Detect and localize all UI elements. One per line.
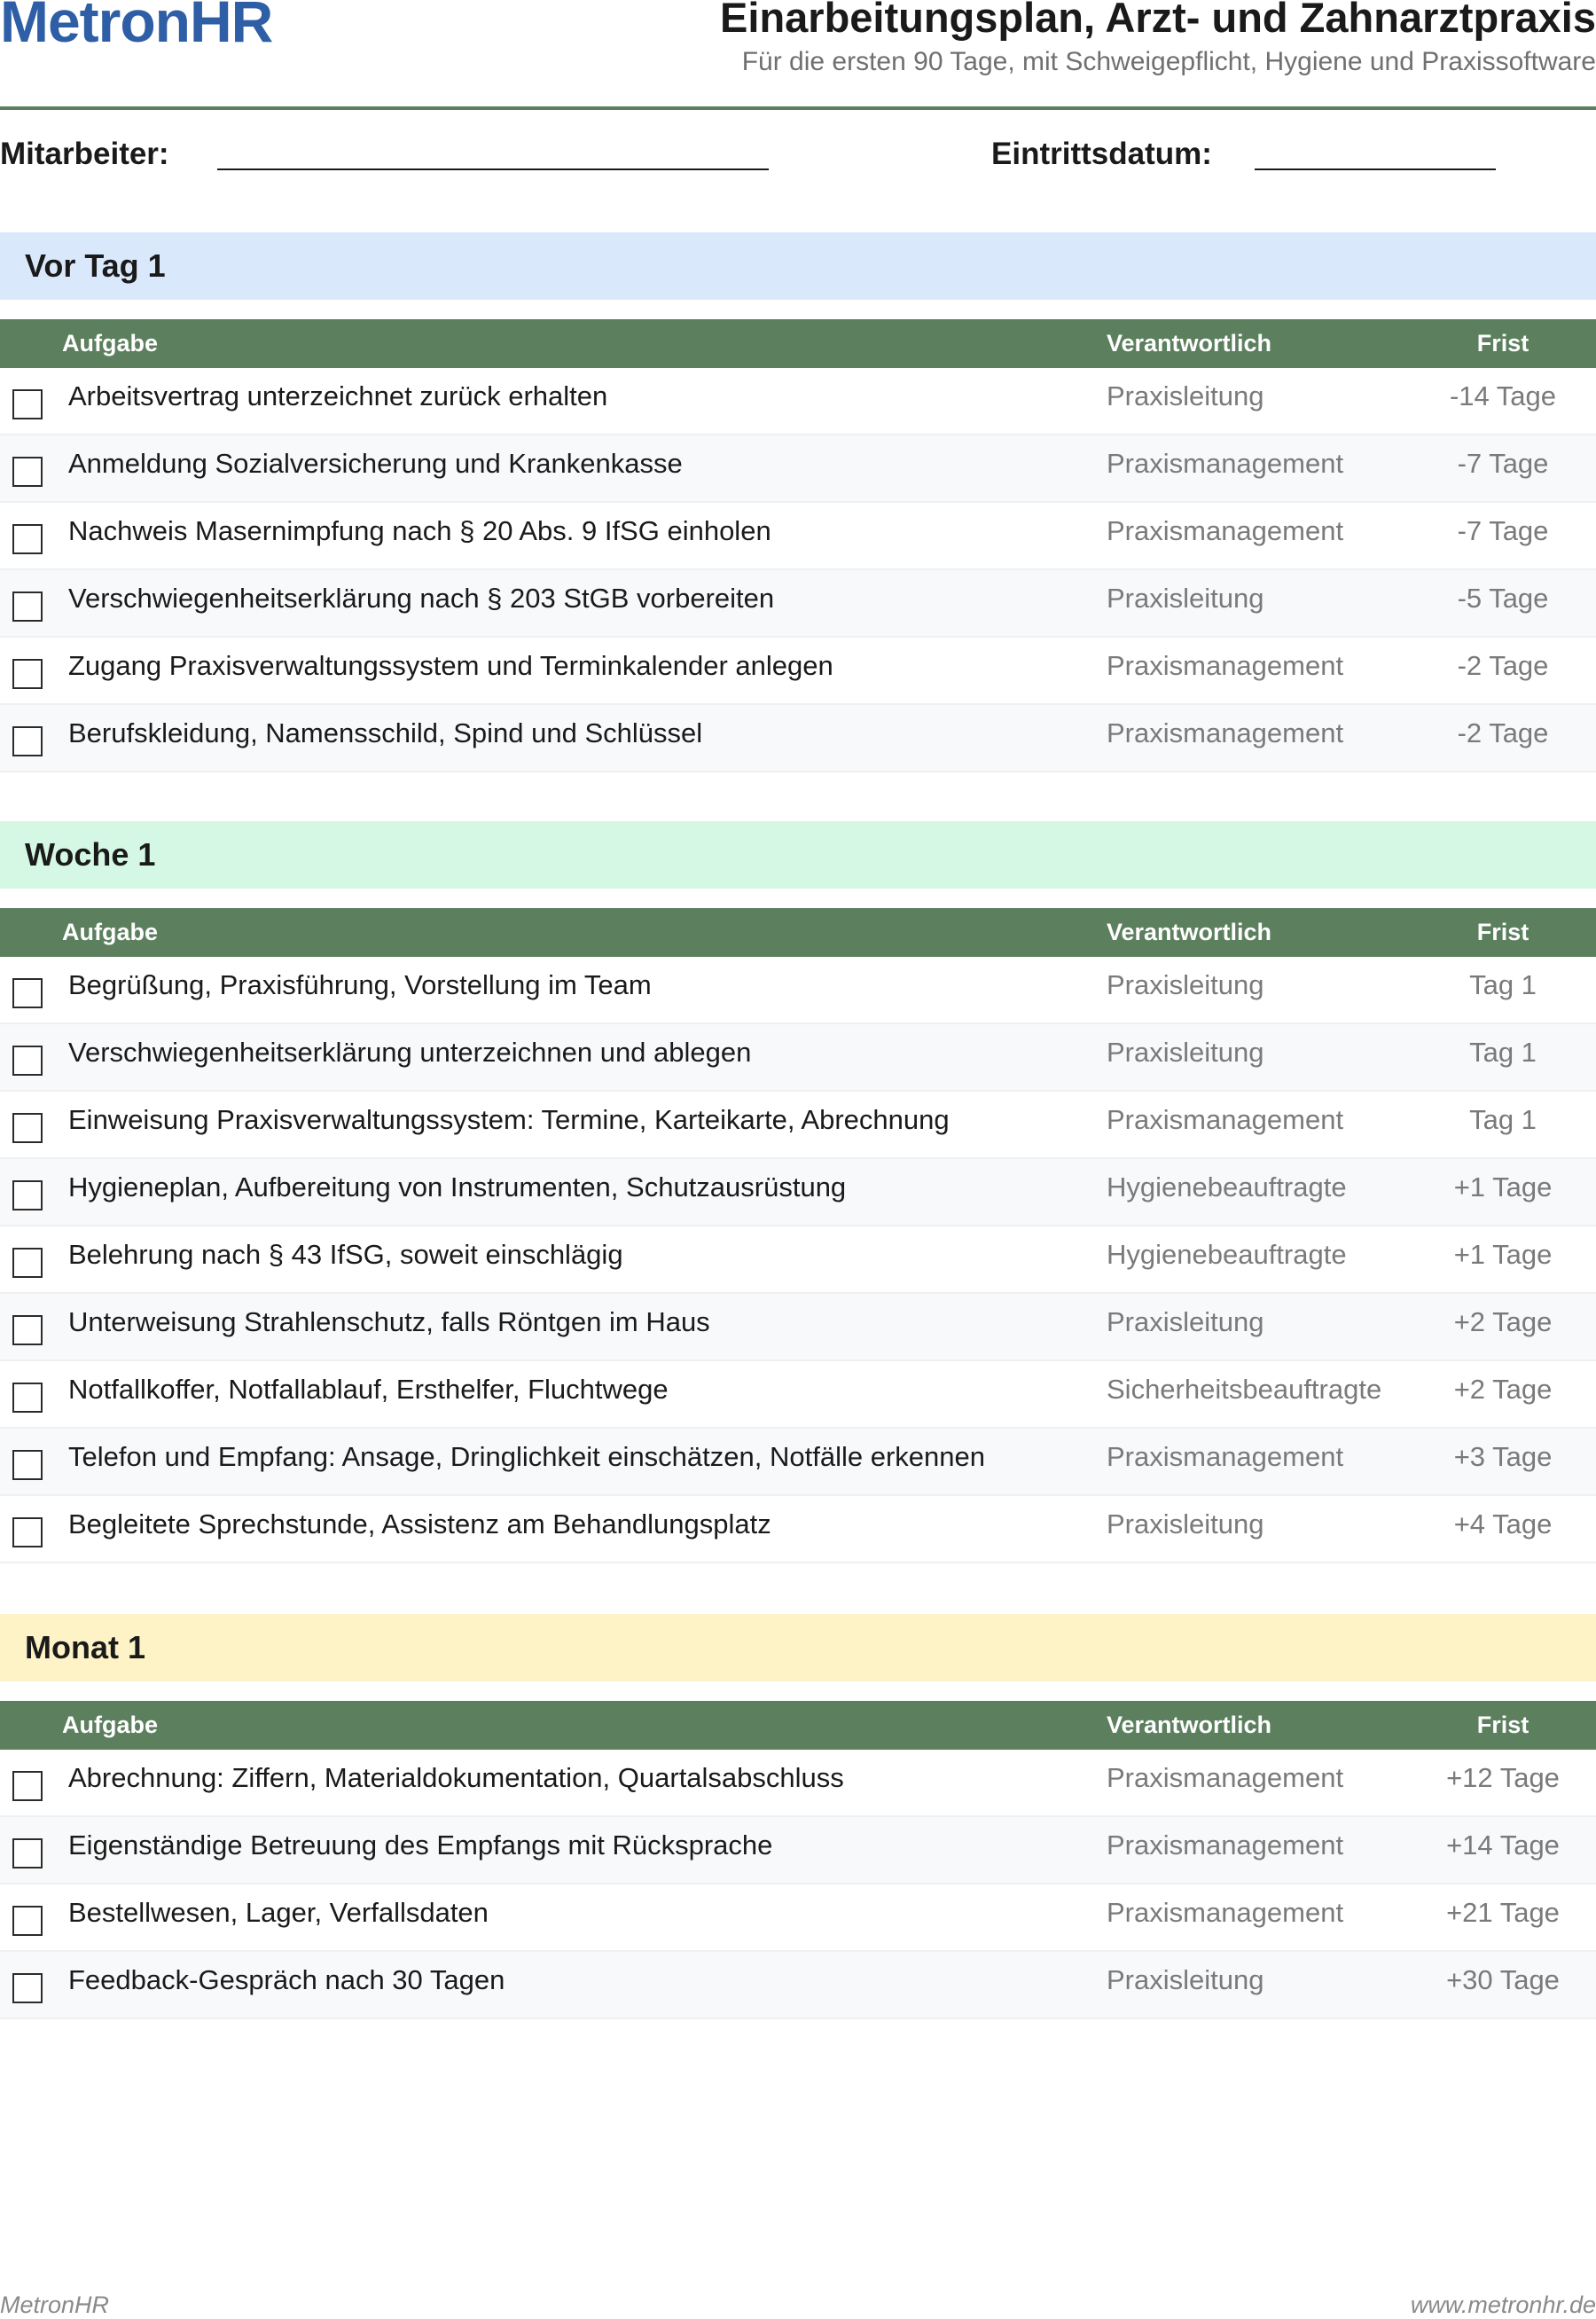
task-owner: Praxismanagement: [1107, 1104, 1344, 1135]
task-text: Berufskleidung, Namensschild, Spind und Schlüssel: [68, 717, 703, 748]
section-title: Vor Tag 1: [25, 247, 166, 284]
page-subtitle: Für die ersten 90 Tage, mit Schweigepflicht, Hygiene und Praxissoftware: [741, 47, 1596, 76]
task-text: Hygieneplan, Aufbereitung von Instrumenten, Schutzausrüstung: [68, 1171, 847, 1203]
task-owner: Praxisleitung: [1107, 1037, 1264, 1068]
employee-field[interactable]: [217, 168, 769, 170]
task-text: Notfallkoffer, Notfallablauf, Ersthelfer, Fluchtwege: [68, 1374, 669, 1405]
task-owner: Hygienebeauftragte: [1107, 1171, 1347, 1203]
task-checkbox[interactable]: [12, 1450, 43, 1480]
column-header-due: Frist: [1476, 1712, 1530, 1738]
table-row: [0, 435, 1596, 503]
task-owner: Praxismanagement: [1107, 515, 1344, 546]
task-due: +1 Tage: [1453, 1239, 1553, 1270]
task-due: -14 Tage: [1449, 380, 1557, 411]
task-owner: Hygienebeauftragte: [1107, 1239, 1347, 1270]
footer: [0, 2292, 1596, 2316]
logo: MetronHR: [0, 0, 273, 54]
task-checkbox[interactable]: [12, 1383, 43, 1413]
table-header: [0, 1701, 1596, 1750]
task-owner: Praxisleitung: [1107, 1306, 1264, 1337]
task-text: Zugang Praxisverwaltungssystem und Terminkalender anlegen: [68, 650, 833, 681]
column-header-due: Frist: [1476, 919, 1530, 945]
task-due: -7 Tage: [1457, 515, 1549, 546]
column-header-task: Aufgabe: [62, 330, 158, 356]
task-checkbox[interactable]: [12, 524, 43, 554]
form-fields: [0, 129, 1596, 179]
task-owner: Praxisleitung: [1107, 1964, 1264, 1995]
column-header-task: Aufgabe: [62, 1712, 158, 1738]
table-row: [0, 503, 1596, 570]
task-due: +2 Tage: [1453, 1374, 1553, 1405]
task-text: Belehrung nach § 43 IfSG, soweit einschlägig: [68, 1239, 623, 1270]
task-owner: Praxismanagement: [1107, 1829, 1344, 1861]
task-checkbox[interactable]: [12, 1973, 43, 2003]
table-row: [0, 1429, 1596, 1496]
table-row: [0, 1496, 1596, 1563]
column-header-owner: Verantwortlich: [1107, 330, 1272, 356]
column-header-owner: Verantwortlich: [1107, 919, 1272, 945]
task-due: +1 Tage: [1453, 1171, 1553, 1203]
task-due: -2 Tage: [1457, 717, 1549, 748]
task-checkbox[interactable]: [12, 1180, 43, 1210]
task-text: Anmeldung Sozialversicherung und Krankenkasse: [68, 448, 683, 479]
task-due: +4 Tage: [1453, 1508, 1553, 1539]
table-row: [0, 1159, 1596, 1226]
task-text: Unterweisung Strahlenschutz, falls Röntgen im Haus: [68, 1306, 710, 1337]
task-owner: Praxisleitung: [1107, 969, 1264, 1000]
task-checkbox[interactable]: [12, 592, 43, 622]
table-header: [0, 319, 1596, 368]
task-text: Abrechnung: Ziffern, Materialdokumentation, Quartalsabschluss: [68, 1762, 844, 1793]
section-3: [0, 1614, 1596, 2019]
task-text: Verschwiegenheitserklärung unterzeichnen und ablegen: [68, 1037, 752, 1068]
task-text: Einweisung Praxisverwaltungssystem: Termine, Karteikarte, Abrechnung: [68, 1104, 950, 1135]
task-owner: Sicherheitsbeauftragte: [1107, 1374, 1382, 1405]
task-text: Arbeitsvertrag unterzeichnet zurück erhalten: [68, 380, 608, 411]
task-due: +14 Tage: [1446, 1829, 1560, 1861]
table-row: [0, 638, 1596, 705]
header-divider: [0, 106, 1596, 110]
task-due: -5 Tage: [1457, 583, 1549, 614]
table-row: [0, 1750, 1596, 1817]
table-row: [0, 1952, 1596, 2019]
table-header: [0, 908, 1596, 957]
task-owner: Praxismanagement: [1107, 448, 1344, 479]
table-row: [0, 1024, 1596, 1092]
task-checkbox[interactable]: [12, 1517, 43, 1547]
task-due: Tag 1: [1469, 1037, 1537, 1068]
task-due: +3 Tage: [1453, 1441, 1553, 1472]
employee-label: Mitarbeiter:: [0, 137, 169, 171]
table-row: [0, 1226, 1596, 1294]
task-checkbox[interactable]: [12, 1906, 43, 1936]
section-2: [0, 821, 1596, 1563]
task-text: Verschwiegenheitserklärung nach § 203 StGB vorbereiten: [68, 583, 775, 614]
task-owner: Praxismanagement: [1107, 1897, 1344, 1928]
task-due: +12 Tage: [1446, 1762, 1560, 1793]
start-date-field[interactable]: [1255, 168, 1496, 170]
task-owner: Praxismanagement: [1107, 1762, 1344, 1793]
task-checkbox[interactable]: [12, 726, 43, 756]
column-header-due: Frist: [1476, 330, 1530, 356]
task-text: Eigenständige Betreuung des Empfangs mit Rücksprache: [68, 1829, 773, 1861]
page-title: Einarbeitungsplan, Arzt- und Zahnarztpraxis: [720, 0, 1596, 41]
table-row: [0, 1361, 1596, 1429]
table-row: [0, 1817, 1596, 1884]
task-text: Begleitete Sprechstunde, Assistenz am Behandlungsplatz: [68, 1508, 771, 1539]
task-checkbox[interactable]: [12, 1046, 43, 1076]
table-row: [0, 368, 1596, 435]
task-checkbox[interactable]: [12, 1113, 43, 1143]
table-row: [0, 705, 1596, 772]
table-row: [0, 957, 1596, 1024]
start-date-label: Eintrittsdatum:: [991, 137, 1212, 171]
column-header-owner: Verantwortlich: [1107, 1712, 1272, 1738]
task-checkbox[interactable]: [12, 1315, 43, 1345]
section-1: [0, 232, 1596, 772]
task-due: +21 Tage: [1446, 1897, 1560, 1928]
table-row: [0, 1092, 1596, 1159]
task-owner: Praxisleitung: [1107, 380, 1264, 411]
task-owner: Praxismanagement: [1107, 1441, 1344, 1472]
section-title: Woche 1: [25, 836, 156, 873]
section-title: Monat 1: [25, 1629, 146, 1665]
task-checkbox[interactable]: [12, 457, 43, 487]
task-checkbox[interactable]: [12, 389, 43, 419]
section-header: [0, 821, 1596, 889]
task-due: +2 Tage: [1453, 1306, 1553, 1337]
column-header-task: Aufgabe: [62, 919, 158, 945]
section-header: [0, 232, 1596, 300]
task-text: Bestellwesen, Lager, Verfallsdaten: [68, 1897, 489, 1928]
table-row: [0, 1884, 1596, 1952]
task-checkbox[interactable]: [12, 1838, 43, 1869]
task-checkbox[interactable]: [12, 978, 43, 1008]
task-checkbox[interactable]: [12, 1771, 43, 1801]
task-checkbox[interactable]: [12, 1248, 43, 1278]
task-checkbox[interactable]: [12, 659, 43, 689]
task-text: Nachweis Masernimpfung nach § 20 Abs. 9 IfSG einholen: [68, 515, 771, 546]
footer-url: www.metronhr.de: [1410, 2292, 1596, 2318]
task-due: -2 Tage: [1457, 650, 1549, 681]
task-owner: Praxisleitung: [1107, 583, 1264, 614]
task-text: Begrüßung, Praxisführung, Vorstellung im Team: [68, 969, 652, 1000]
task-owner: Praxisleitung: [1107, 1508, 1264, 1539]
task-owner: Praxismanagement: [1107, 717, 1344, 748]
table-row: [0, 1294, 1596, 1361]
task-due: Tag 1: [1469, 1104, 1537, 1135]
task-text: Feedback-Gespräch nach 30 Tagen: [68, 1964, 505, 1995]
task-text: Telefon und Empfang: Ansage, Dringlichkeit einschätzen, Notfälle erkennen: [68, 1441, 985, 1472]
task-due: -7 Tage: [1457, 448, 1549, 479]
section-header: [0, 1614, 1596, 1681]
footer-brand: MetronHR: [0, 2292, 110, 2318]
header: [0, 0, 1596, 112]
task-due: Tag 1: [1469, 969, 1537, 1000]
task-due: +30 Tage: [1446, 1964, 1560, 1995]
task-owner: Praxismanagement: [1107, 650, 1344, 681]
table-row: [0, 570, 1596, 638]
